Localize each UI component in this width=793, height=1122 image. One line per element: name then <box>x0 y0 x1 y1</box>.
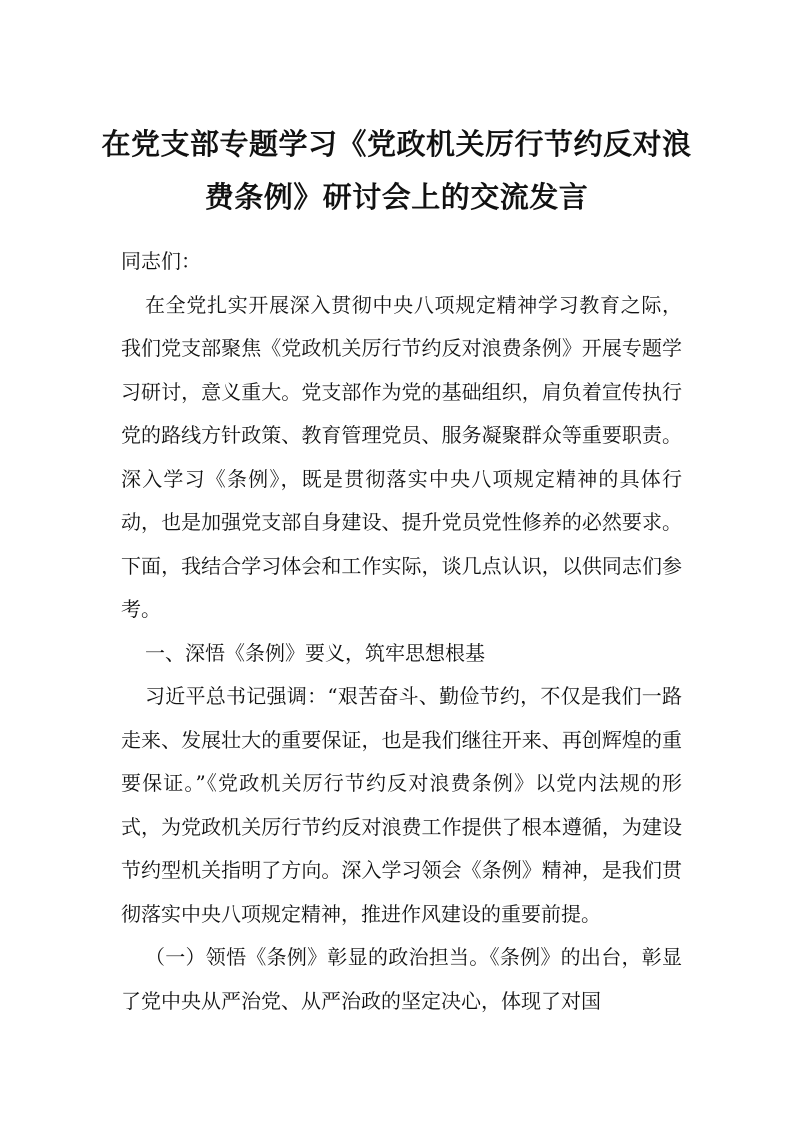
document-body <box>121 240 682 1023</box>
paragraph-section-1: 习近平总书记强调：“艰苦奋斗、勤俭节约，不仅是我们一路走来、发展壮大的重要保证，也是我们继往开来、再创辉煌的重要保证。”《党政机关厉行节约反对浪费条例》以党内法规的形式，为党政机关厉行节约反对浪费工作提供了根本遵循，为建设节约型机关指明了方向。深入学习领会《条例》精神，是我们贯彻落实中央八项规定精神，推进作风建设的重要前提。 <box>121 684 682 926</box>
salutation: 同志们： <box>121 249 201 273</box>
paragraph-subsection-1: （一）领悟《条例》彰显的政治担当。《条例》的出台，彰显了党中央从严治党、从严治政的坚定决心，体现了对国 <box>121 945 682 1013</box>
document-title: 在党支部专题学习《党政机关厉行节约反对浪费条例》研讨会上的交流发言 <box>101 127 692 214</box>
section-heading-1: 一、深悟《条例》要义，筑牢思想根基 <box>145 640 485 665</box>
paragraph-intro: 在全党扎实开展深入贯彻中央八项规定精神学习教育之际，我们党支部聚焦《党政机关厉行节约反对浪费条例》开展专题学习研讨，意义重大。党支部作为党的基础组织，肩负着宣传执行党的路线方针政策、教育管理党员、服务凝聚群众等重要职责。深入学习《条例》，既是贯彻落实中央八项规定精神的具体行动，也是加强党支部自身建设、提升党员党性修养的必然要求。下面，我结合学习体会和工作实际，谈几点认识，以供同志们参考。 <box>121 292 682 621</box>
